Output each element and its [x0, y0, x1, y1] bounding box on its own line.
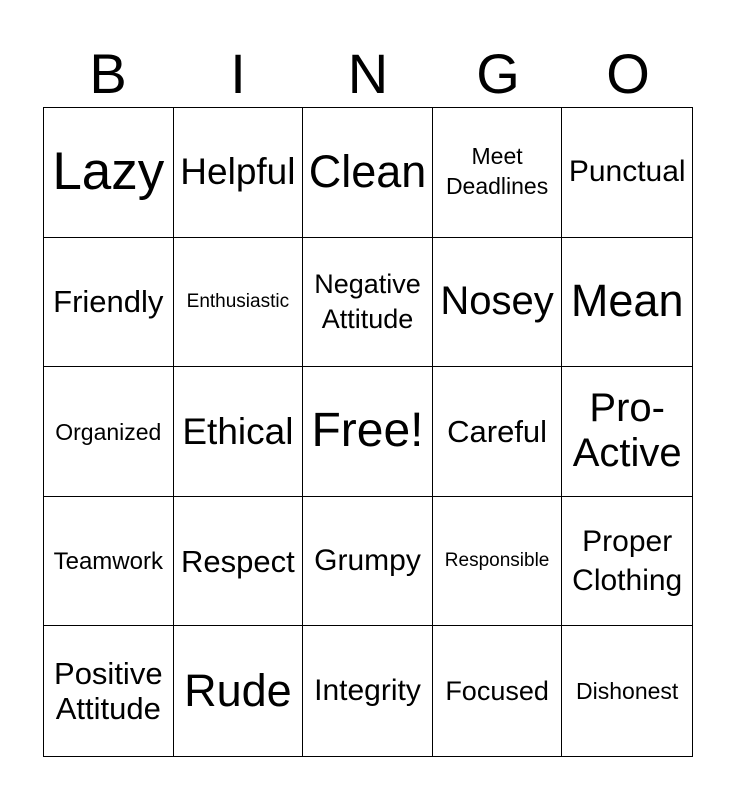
free-space-label: Free! [311, 404, 424, 458]
cell-label: Organized [55, 418, 162, 445]
cell-label: Ethical [182, 410, 294, 452]
cell-label: Nosey [440, 279, 554, 324]
bingo-cell free-space[interactable] [303, 367, 433, 497]
bingo-cell[interactable] [433, 238, 563, 368]
bingo-cell[interactable] [174, 497, 304, 627]
bingo-cell[interactable] [174, 108, 304, 238]
bingo-cell[interactable] [562, 238, 692, 368]
cell-label: Negative Attitude [314, 268, 421, 334]
bingo-cell[interactable] [44, 108, 174, 238]
cell-label: Respect [181, 543, 295, 579]
header-letter-g: G [476, 42, 520, 105]
cell-label: Grumpy [314, 544, 421, 578]
bingo-cell[interactable] [433, 367, 563, 497]
bingo-cell[interactable] [44, 497, 174, 627]
cell-label: Teamwork [53, 547, 163, 575]
cell-label: Pro- Active [572, 386, 682, 476]
cell-label: Rude [184, 664, 292, 716]
bingo-cell[interactable] [433, 626, 563, 756]
cell-label: Meet Deadlines [445, 143, 549, 200]
cell-label: Helpful [180, 151, 296, 193]
bingo-cell[interactable] [44, 238, 174, 368]
cell-label: Lazy [52, 142, 165, 202]
bingo-cell[interactable] [562, 626, 692, 756]
cell-label: Positive Attitude [54, 656, 163, 727]
bingo-cell[interactable] [44, 367, 174, 497]
bingo-board [43, 107, 693, 757]
bingo-cell[interactable] [562, 367, 692, 497]
bingo-header [43, 44, 693, 104]
cell-label: Responsible [444, 550, 550, 572]
cell-label: Careful [447, 413, 548, 449]
cell-label: Punctual [568, 155, 686, 189]
header-letter-i: I [230, 42, 246, 105]
cell-label: Focused [445, 675, 549, 706]
cell-label: Mean [570, 275, 684, 327]
bingo-cell[interactable] [303, 108, 433, 238]
cell-label: Friendly [53, 284, 164, 320]
bingo-cell[interactable] [303, 238, 433, 368]
bingo-cell[interactable] [303, 626, 433, 756]
bingo-cell[interactable] [303, 497, 433, 627]
bingo-cell[interactable] [562, 497, 692, 627]
bingo-cell[interactable] [562, 108, 692, 238]
cell-label: Integrity [314, 674, 421, 708]
cell-label: Enthusiastic [186, 291, 290, 313]
cell-label: Clean [308, 145, 427, 197]
cell-label: Dishonest [576, 678, 679, 705]
bingo-cell[interactable] [44, 626, 174, 756]
bingo-cell[interactable] [433, 497, 563, 627]
bingo-cell[interactable] [433, 108, 563, 238]
cell-label: Proper Clothing [572, 525, 683, 598]
bingo-cell[interactable] [174, 626, 304, 756]
header-letter-n: N [347, 42, 389, 105]
bingo-cell[interactable] [174, 367, 304, 497]
header-letter-o: O [606, 42, 650, 105]
bingo-cell[interactable] [174, 238, 304, 368]
header-letter-b: B [89, 42, 127, 105]
